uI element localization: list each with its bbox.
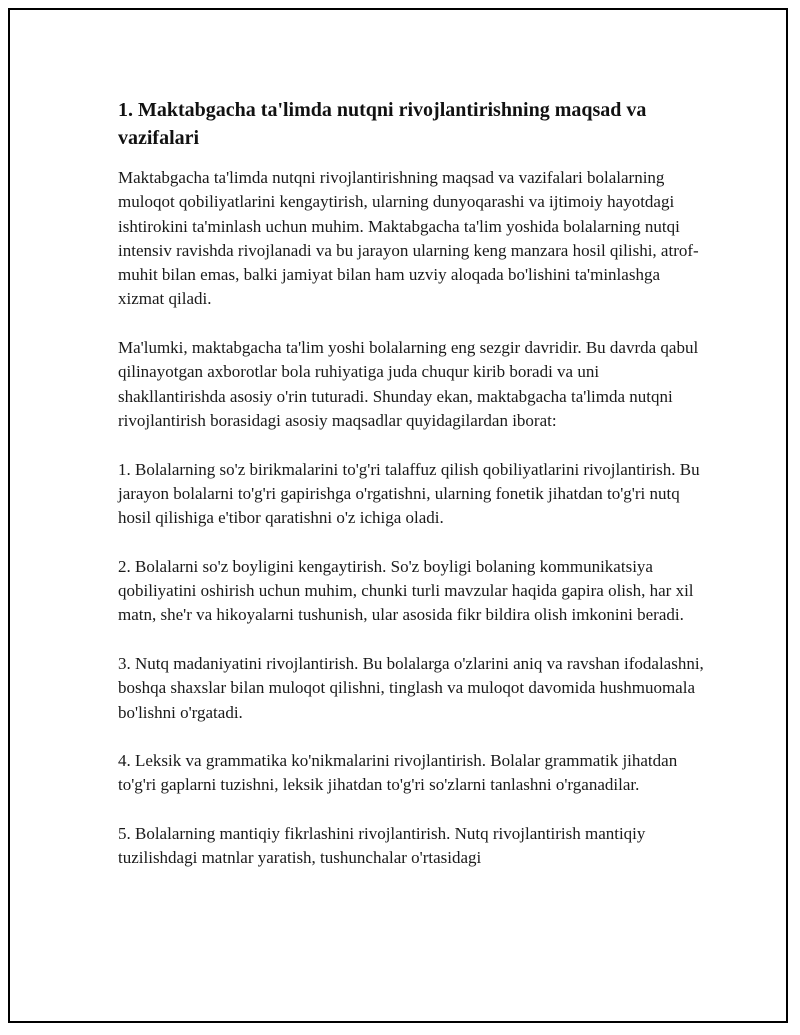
- paragraph-goal-2: 2. Bolalarni so'z boyligini kengaytirish. So'z boyligi bolaning kommunikatsiya qobiliyatini oshirish uchun muhim, chunki turli mavzular haqida gapira olish, har xil matn, she'r va hikoyalarni tushunish, ular asosida fikr bildira olish imkonini beradi.: [118, 556, 694, 625]
- paragraph-goal-1: 1. Bolalarning so'z birikmalarini to'g'ri talaffuz qilish qobiliyatlarini rivojlantirish. Bu jarayon bolalarni to'g'ri gapirishga o'rgatishni, ularning fonetik jihatdan to'g'ri nutq hosil qilishiga e'tibor qaratishni o'z ichiga oladi.: [118, 459, 700, 528]
- document-body: [118, 96, 708, 895]
- document-title: 1. Maktabgacha ta'limda nutqni rivojlantirishning maqsad va vazifalari: [118, 99, 647, 149]
- paragraph-intro: Maktabgacha ta'limda nutqni rivojlantirishning maqsad va vazifalari bolalarning muloqot qobiliyatlarini kengaytirish, ularning dunyoqarashi va ijtimoiy hayotdagi ishtirokini ta'minlash uchun muhim. Maktabgacha ta'lim yoshida bolalarning nutqi intensiv ravishda rivojlanadi va bu jarayon ularning keng manzara hosil qilishi, atrof-muhit bilan emas, balki jamiyat bilan ham uzviy aloqada bo'lishini ta'minlashga xizmat qiladi.: [118, 168, 699, 309]
- paragraph-goal-4: 4. Leksik va grammatika ko'nikmalarini rivojlantirish. Bolalar grammatik jihatdan to'g'ri gaplarni tuzishni, leksik jihatdan to'g'ri so'zlarni tanlashni o'rganadilar.: [118, 751, 678, 795]
- paragraph-goals-intro: Ma'lumki, maktabgacha ta'lim yoshi bolalarning eng sezgir davridir. Bu davrda qabul qilinayotgan axborotlar bola ruhiyatiga juda chuqur kirib boradi va uni shakllantirishda asosiy o'rin tuturadi. Shunday ekan, maktabgacha ta'limda nutqni rivojlantirish borasidagi asosiy maqsadlar quyidagilardan iborat:: [118, 338, 699, 430]
- paragraph-goal-3: 3. Nutq madaniyatini rivojlantirish. Bu bolalarga o'zlarini aniq va ravshan ifodalashni, boshqa shaxslar bilan muloqot qilishni, tinglash va muloqot davomida hushmuomala bo'lishni o'rgatadi.: [118, 653, 704, 722]
- page-frame: [8, 8, 788, 1023]
- paragraph-goal-5: 5. Bolalarning mantiqiy fikrlashini rivojlantirish. Nutq rivojlantirish mantiqiy tuzilishdagi matnlar yaratish, tushunchalar o'rtasidagi: [118, 824, 646, 868]
